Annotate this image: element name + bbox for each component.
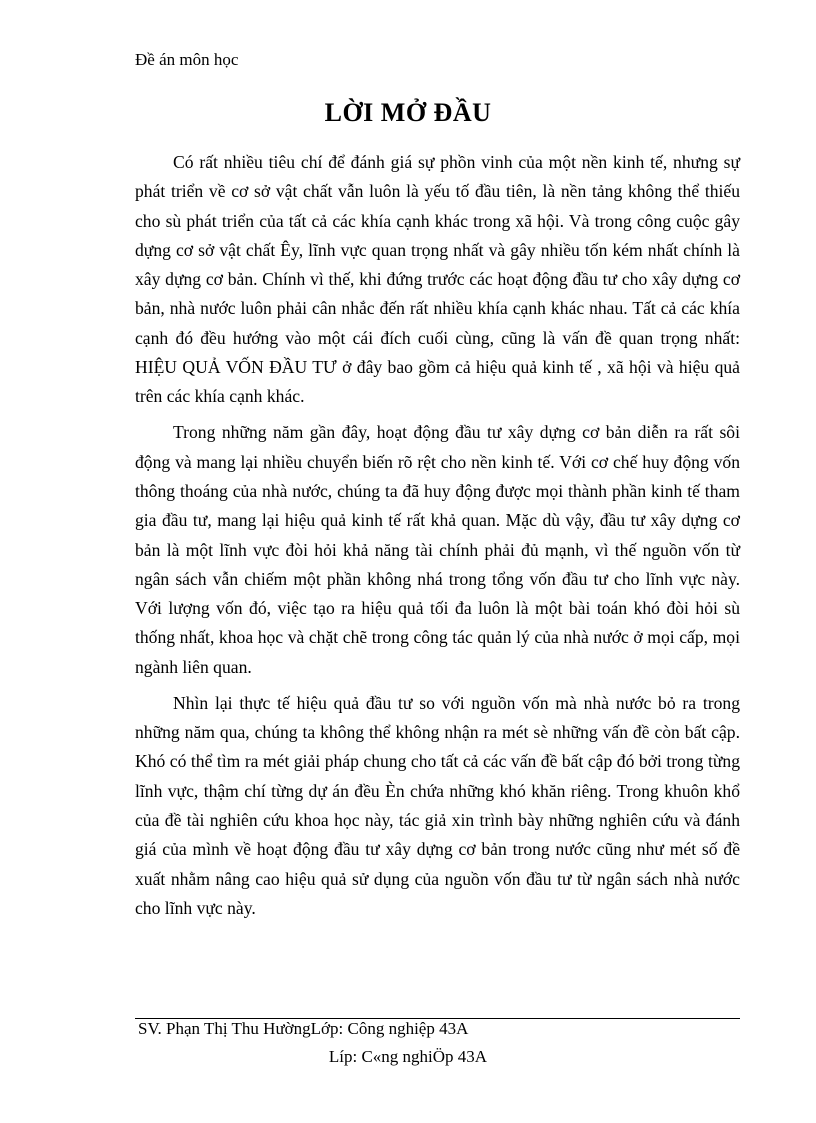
footer-class-info: Líp: C«ng nghiÖp 43A: [328, 1047, 488, 1066]
paragraph-2: Trong những năm gần đây, hoạt động đầu tư xây dựng cơ bản diễn ra rất sôi động và mang lại nhiều chuyển biến rõ rệt cho nền kinh tế. Với cơ chế huy động vốn thông thoáng của nhà nước, chúng ta đã huy động được mọi thành phần kinh tế tham gia đầu tư, mang lại hiệu quả kinh tế rất khả quan. Mặc dù vậy, đầu tư xây dựng cơ bản là một lĩnh vực đòi hỏi khả năng tài chính phải đủ mạnh, vì thế nguồn vốn từ ngân sách vẫn chiếm một phần không nhá trong tổng vốn đầu tư cho lĩnh vực này. Với lượng vốn đó, việc tạo ra hiệu quả tối đa luôn là một bài toán khó đòi hỏi sù thống nhất, khoa học và chặt chẽ trong công tác quản lý của nhà nước ở mọi cấp, mọi ngành liên quan.: [135, 422, 740, 677]
footer-student-info: SV. Phạn Thị Thu HườngLớp: Công nghiệp 43A: [138, 1019, 469, 1038]
paragraph-1: Có rất nhiều tiêu chí để đánh giá sự phồn vinh của một nền kinh tế, nhưng sự phát triển về cơ sở vật chất vẫn luôn là yếu tố đầu tiên, là nền tảng không thể thiếu cho sù phát triển của tất cả các khía cạnh khác trong xã hội. Và trong công cuộc gây dựng cơ sở vật chất Êy, lĩnh vực quan trọng nhất và gây nhiều tốn kém nhất chính là xây dựng cơ bản. Chính vì thế, khi đứng trước các hoạt động đầu tư cho xây dựng cơ bản, nhà nước luôn phải cân nhắc đến rất nhiều khía cạnh khác nhau. Tất cả các khía cạnh đó đều hướng vào một cái đích cuối cùng, cũng là vấn đề quan trọng nhất: HIỆU QUẢ VỐN ĐẦU TƯ ở đây bao gồm cả hiệu quả kinh tế , xã hội và hiệu quả trên các khía cạnh khác.: [135, 152, 740, 407]
page-title: LỜI MỞ ĐẦU: [324, 98, 492, 127]
document-header-label: Đề án môn học: [135, 50, 239, 69]
paragraph-3: Nhìn lại thực tế hiệu quả đầu tư so với nguồn vốn mà nhà nước bỏ ra trong những năm qua, chúng ta không thể không nhận ra mét sè những vấn đề còn bất cập. Khó có thể tìm ra mét giải pháp chung cho tất cả các vấn đề bất cập đó bởi trong từng lĩnh vực, thậm chí từng dự án đều Èn chứa những khó khăn riêng. Trong khuôn khổ của đề tài nghiên cứu khoa học này, tác giả xin trình bày những nghiên cứu và đánh giá của mình về hoạt động đầu tư xây dựng cơ bản trong nước cũng như mét số đề xuất nhằm nâng cao hiệu quả sử dụng của nguồn vốn đầu tư từ ngân sách nhà nước cho lĩnh vực này.: [135, 692, 740, 918]
body-text: [135, 148, 740, 930]
